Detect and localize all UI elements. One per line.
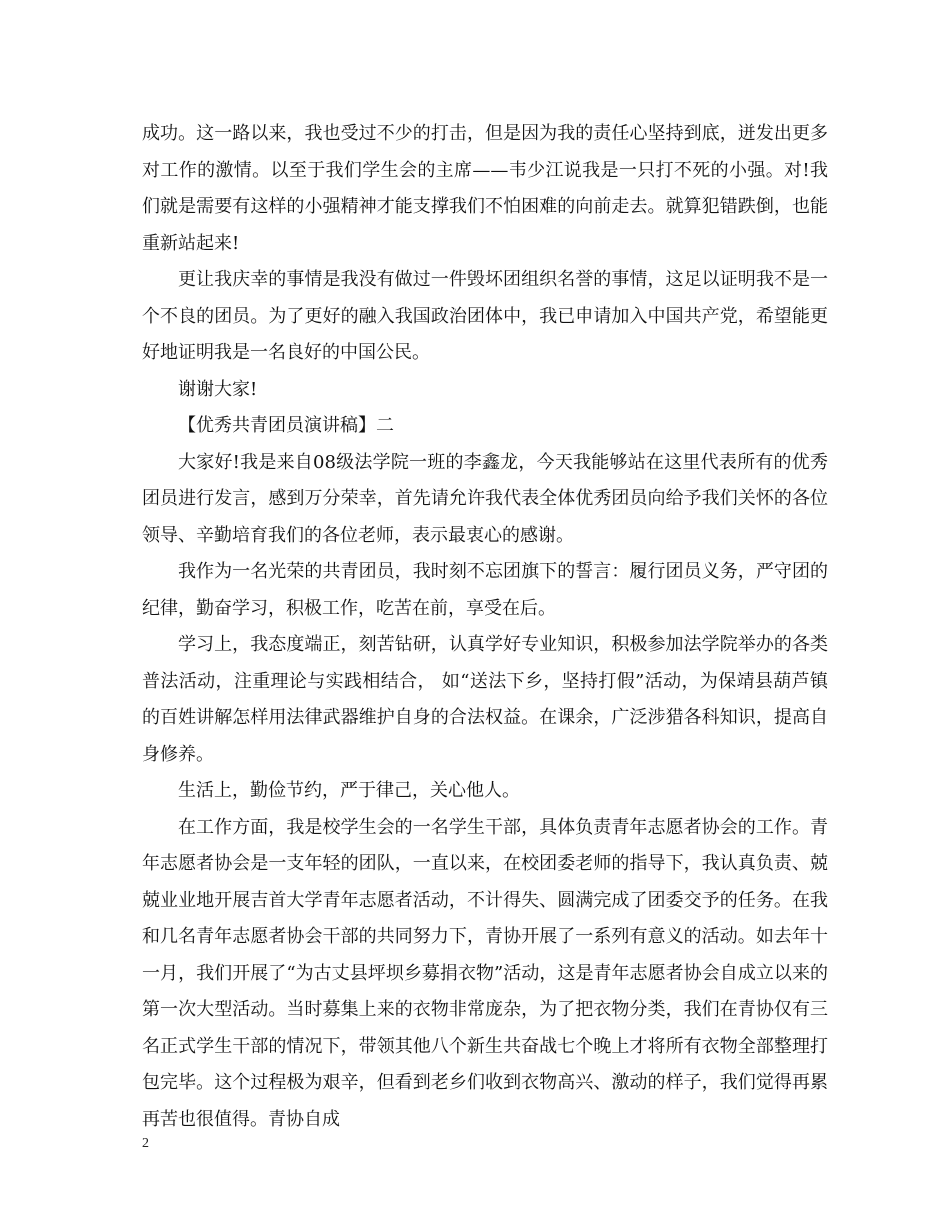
- paragraph: 学习上，我态度端正，刻苦钻研，认真学好专业知识，积极参加法学院举办的各类普法活动，注重理论与实践相结合， 如“送法下乡，坚持打假”活动，为保靖县葫芦镇的百姓讲解怎样用法律武器维护自身的合法权益。在课余，广泛涉猎各科知识，提高自身修养。: [142, 634, 828, 765]
- page-number: 2: [142, 1136, 149, 1151]
- paragraph: 更让我庆幸的事情是我没有做过一件毁坏团组织名誉的事情，这足以证明我不是一个不良的团员。为了更好的融入我国政治团体中，我已申请加入中国共产党，希望能更好地证明我是一名良好的中国公民。: [142, 269, 828, 363]
- body-text: [142, 116, 828, 1138]
- paragraph: 大家好!我是来自08级法学院一班的李鑫龙，今天我能够站在这里代表所有的优秀团员进行发言，感到万分荣幸，首先请允许我代表全体优秀团员向给予我们关怀的各位领导、辛勤培育我们的各位老师，表示最衷心的感谢。: [142, 451, 828, 546]
- paragraph: 在工作方面，我是校学生会的一名学生干部，具体负责青年志愿者协会的工作。青年志愿者协会是一支年轻的团队，一直以来，在校团委老师的指导下，我认真负责、兢兢业业地开展吉首大学青年志愿者活动，不计得失、圆满完成了团委交予的任务。在我和几名青年志愿者协会干部的共同努力下，青协开展了一系列有意义的活动。如去年十一月，我们开展了“为古丈县坪坝乡募捐衣物”活动，这是青年志愿者协会自成立以来的第一次大型活动。当时募集上来的衣物非常庞杂，为了把衣物分类，我们在青协仅有三名正式学生干部的情况下，带领其他八个新生共奋战七个晚上才将所有衣物全部整理打包完毕。这个过程极为艰辛，但看到老乡们收到衣物高兴、激动的样子，我们觉得再累再苦也很值得。青协自成: [142, 816, 828, 1130]
- paragraph: 【优秀共青团员演讲稿】二: [178, 415, 394, 436]
- paragraph: 成功。这一路以来，我也受过不少的打击，但是因为我的责任心坚持到底，迸发出更多对工作的激情。以至于我们学生会的主席——韦少江说我是一只打不死的小强。对!我们就是需要有这样的小强精神才能支撑我们不怕困难的向前走去。就算犯错跌倒，也能重新站起来!: [142, 123, 828, 254]
- paragraph: 生活上，勤俭节约，严于律己，关心他人。: [178, 780, 520, 801]
- paragraph: 谢谢大家!: [178, 378, 258, 400]
- paragraph: 我作为一名光荣的共青团员，我时刻不忘团旗下的誓言：履行团员义务，严守团的纪律，勤奋学习，积极工作，吃苦在前，享受在后。: [142, 561, 828, 619]
